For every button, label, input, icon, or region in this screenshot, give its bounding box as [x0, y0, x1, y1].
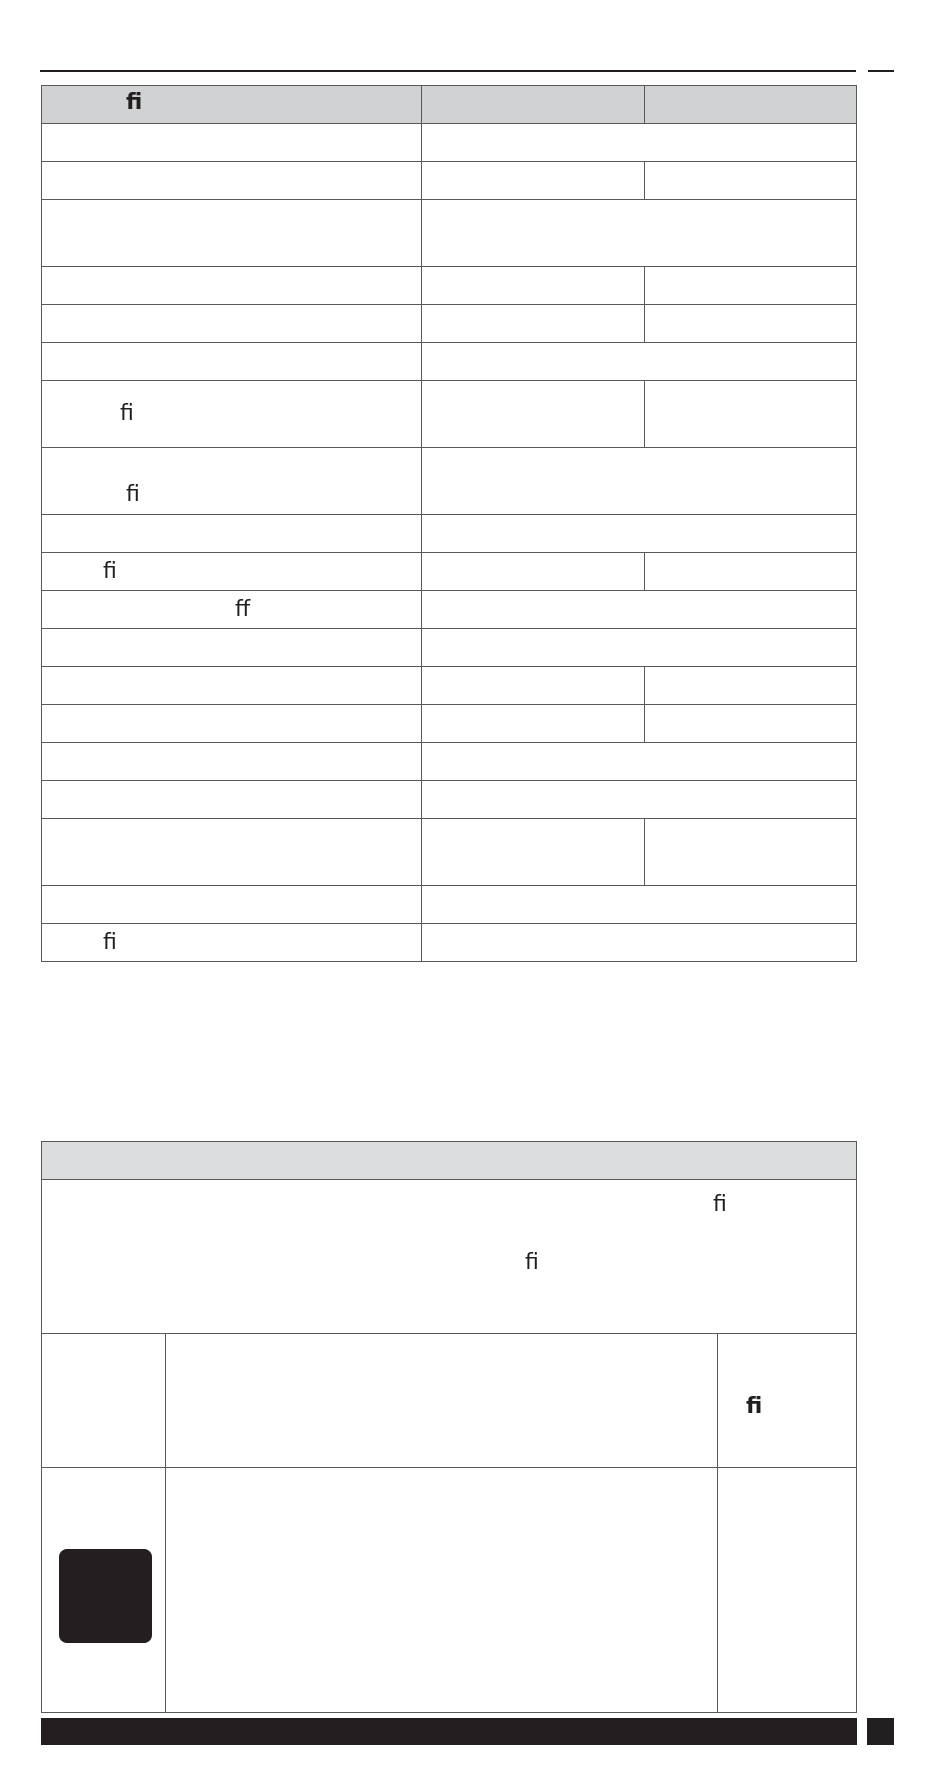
spec-row [42, 705, 857, 743]
spec-row [42, 819, 857, 886]
spec-value-cell [645, 705, 857, 743]
spec-value-cell [422, 924, 857, 962]
spec-row [42, 629, 857, 667]
spec-value-cell [422, 591, 857, 629]
spec-row-glyph: ﬁ [120, 401, 134, 426]
step-note-cell [718, 1334, 857, 1468]
intro-glyph: ﬁ [525, 1250, 539, 1275]
spec-label-cell [42, 381, 422, 448]
spec-row [42, 515, 857, 553]
step-marker-cell [42, 1334, 166, 1468]
spec-row [42, 553, 857, 591]
spec-row [42, 781, 857, 819]
procedure-step-row [42, 1468, 857, 1713]
spec-label-cell [42, 515, 422, 553]
spec-row-glyph: ﬁ [126, 482, 140, 507]
spec-value-cell [422, 305, 645, 343]
spec-value-cell [422, 124, 857, 162]
spec-value-cell [422, 162, 645, 200]
procedure-intro-cell [42, 1180, 857, 1334]
spec-row [42, 305, 857, 343]
spec-row [42, 743, 857, 781]
spec-label-cell [42, 629, 422, 667]
spec-label-cell [42, 343, 422, 381]
spec-value-cell [422, 886, 857, 924]
spec-value-cell [645, 553, 857, 591]
step-icon-block [59, 1549, 152, 1643]
intro-glyph: ﬁ [713, 1192, 727, 1217]
spec-value-cell [422, 629, 857, 667]
step-marker-cell [42, 1468, 166, 1713]
spec-label-cell [42, 667, 422, 705]
spec-value-cell [422, 448, 857, 515]
spec-value-cell [645, 819, 857, 886]
header-rule [40, 70, 856, 72]
spec-row-glyph: ﬁ [103, 559, 117, 584]
step-text-cell [166, 1468, 718, 1713]
spec-label-cell [42, 924, 422, 962]
spec-value-cell [422, 553, 645, 591]
procedure-step-row [42, 1334, 857, 1468]
spec-label-cell [42, 305, 422, 343]
header-rule-tab [868, 70, 894, 72]
spec-label-cell [42, 162, 422, 200]
spec-value-cell [422, 667, 645, 705]
spec-row-glyph: ﬀ [235, 597, 251, 622]
specifications-table [41, 85, 857, 962]
spec-value-cell [422, 819, 645, 886]
spec-value-cell [422, 200, 857, 267]
spec-label-cell [42, 448, 422, 515]
spec-row [42, 886, 857, 924]
spec-label-cell [42, 591, 422, 629]
step-note-cell [718, 1468, 857, 1713]
spec-row-glyph: ﬁ [103, 930, 117, 955]
procedure-header-cell [42, 1142, 857, 1180]
spec-row [42, 124, 857, 162]
spec-value-cell [645, 667, 857, 705]
spec-value-cell [645, 381, 857, 448]
spec-header-cell [422, 86, 645, 124]
spec-row [42, 162, 857, 200]
spec-value-cell [422, 515, 857, 553]
step-note-glyph: ﬁ [746, 1394, 763, 1419]
spec-label-cell [42, 200, 422, 267]
footer-bar [41, 1718, 857, 1745]
procedure-header-row [42, 1142, 857, 1180]
spec-row [42, 267, 857, 305]
spec-value-cell [422, 781, 857, 819]
procedure-table [41, 1141, 857, 1713]
spec-label-cell [42, 886, 422, 924]
spec-header-glyph: ﬁ [126, 90, 143, 115]
step-text-cell [166, 1334, 718, 1468]
spec-value-cell [422, 705, 645, 743]
spec-value-cell [645, 267, 857, 305]
spec-value-cell [645, 162, 857, 200]
spec-value-cell [422, 743, 857, 781]
spec-row [42, 591, 857, 629]
procedure-intro-row [42, 1180, 857, 1334]
spec-row [42, 924, 857, 962]
page-tab-marker [867, 1718, 894, 1745]
spec-row [42, 667, 857, 705]
spec-label-cell [42, 124, 422, 162]
spec-label-cell [42, 781, 422, 819]
spec-label-cell [42, 819, 422, 886]
spec-value-cell [422, 267, 645, 305]
spec-header-cell [645, 86, 857, 124]
spec-row [42, 343, 857, 381]
spec-row [42, 200, 857, 267]
spec-label-cell [42, 705, 422, 743]
spec-header-cell [42, 86, 422, 124]
spec-row [42, 381, 857, 448]
spec-row [42, 448, 857, 515]
spec-value-cell [645, 305, 857, 343]
spec-value-cell [422, 381, 645, 448]
spec-label-cell [42, 743, 422, 781]
spec-value-cell [422, 343, 857, 381]
spec-header-row [42, 86, 857, 124]
spec-label-cell [42, 267, 422, 305]
spec-label-cell [42, 553, 422, 591]
